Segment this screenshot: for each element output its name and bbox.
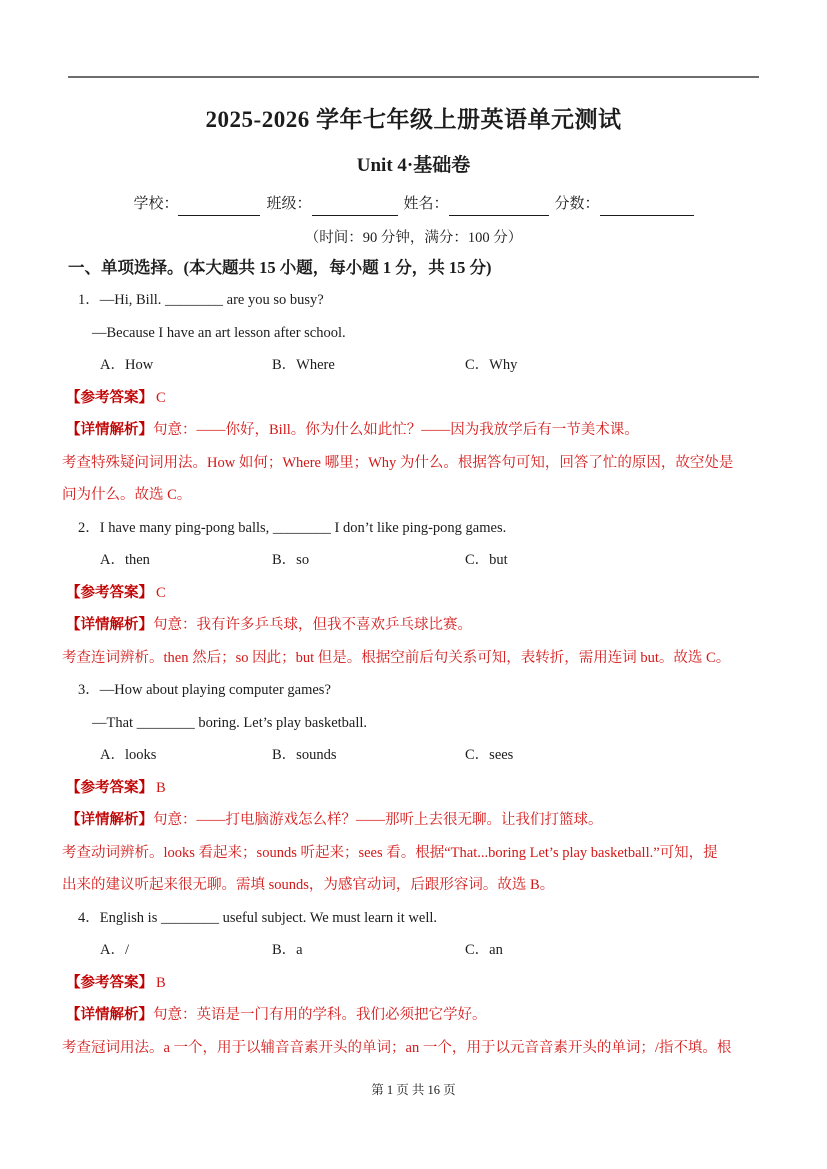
- questions-area: [0, 284, 827, 1064]
- analysis-line: [0, 999, 827, 1032]
- option-b: B．so: [272, 552, 310, 568]
- header-divider: [68, 76, 759, 78]
- option-b: B．sounds: [272, 747, 337, 763]
- options-row: [0, 349, 827, 382]
- analysis-label: 【详情解析】: [66, 617, 153, 633]
- name-blank: [449, 196, 549, 216]
- analysis-continuation: 考查动词辨析。looks 看起来；sounds 听起来；sees 看。根据“That...boring Let’s play basketball.”可知，提: [62, 844, 718, 861]
- page-title: 2025-2026 学年七年级上册英语单元测试: [205, 107, 622, 132]
- analysis-intro: 句意：我有许多乒乓球，但我不喜欢乒乓球比赛。: [153, 617, 472, 633]
- analysis-continuation: 出来的建议听起来很无聊。需填 sounds，为感官动词，后跟形容词。故选 B。: [62, 877, 555, 893]
- analysis-intro: 句意：——打电脑游戏怎么样？——那听上去很无聊。让我们打篮球。: [153, 812, 603, 828]
- reference-answer-line: [0, 967, 827, 1000]
- reference-answer-value: B: [156, 974, 166, 991]
- name-label: 姓名：: [403, 196, 449, 212]
- reference-answer-line: [0, 772, 827, 805]
- section-heading: 一、单项选择。(本大题共 15 小题，每小题 1 分，共 15 分): [68, 258, 492, 277]
- analysis-label: 【详情解析】: [66, 812, 153, 828]
- option-b: B．Where: [272, 357, 335, 373]
- options-row: [0, 544, 827, 577]
- options-row: [0, 739, 827, 772]
- option-c: C．but: [465, 552, 508, 568]
- option-c: C．Why: [465, 357, 518, 373]
- reference-answer-line: [0, 577, 827, 610]
- reference-answer-line: [0, 382, 827, 415]
- analysis-intro: 句意：英语是一门有用的学科。我们必须把它学好。: [153, 1007, 487, 1023]
- school-blank: [178, 196, 260, 216]
- score-label: 分数：: [554, 196, 600, 212]
- option-b: B．a: [272, 942, 303, 958]
- score-blank: [600, 196, 694, 216]
- page-number-footer: 第 1 页 共 16 页: [371, 1083, 456, 1097]
- reference-answer-value: B: [156, 779, 166, 796]
- class-label: 班级：: [266, 196, 312, 212]
- question-stem: 1．—Hi, Bill. ________ are you so busy?: [78, 292, 324, 308]
- student-info-line: [0, 192, 827, 216]
- reference-answer-value: C: [156, 389, 166, 406]
- option-c: C．sees: [465, 747, 514, 763]
- school-label: 学校：: [133, 196, 179, 212]
- question-stem: 2．I have many ping-pong balls, ________ I don’t like ping-pong games.: [78, 519, 507, 536]
- analysis-continuation: 考查特殊疑问词用法。How 如何；Where 哪里；Why 为什么。根据答句可知，回答了忙的原因，故空处是: [62, 454, 734, 471]
- options-row: [0, 934, 827, 967]
- question-block-4: [0, 902, 827, 1065]
- analysis-intro: 句意：——你好，Bill。你为什么如此忙？——因为我放学后有一节美术课。: [153, 422, 639, 438]
- analysis-line: [0, 804, 827, 837]
- question-block-3: [0, 674, 827, 902]
- exam-time-score-info: （时间：90 分钟，满分：100 分）: [304, 230, 523, 246]
- question-response-line: —Because I have an art lesson after school.: [92, 324, 346, 341]
- reference-answer-label: 【参考答案】: [66, 779, 153, 796]
- analysis-continuation: 考查连词辨析。then 然后；so 因此；but 但是。根据空前后句关系可知，表转折，需用连词 but。故选 C。: [62, 649, 731, 666]
- analysis-line: [0, 609, 827, 642]
- reference-answer-label: 【参考答案】: [66, 974, 153, 991]
- question-stem: 3．—How about playing computer games?: [78, 682, 331, 698]
- analysis-continuation: 问为什么。故选 C。: [62, 487, 192, 503]
- option-c: C．an: [465, 942, 503, 958]
- option-a: A．/: [100, 942, 129, 958]
- question-response-line: —That ________ boring. Let’s play basketball.: [92, 714, 368, 731]
- question-block-1: [0, 284, 827, 512]
- reference-answer-label: 【参考答案】: [66, 584, 153, 601]
- class-blank: [312, 196, 398, 216]
- option-a: A．looks: [100, 747, 157, 763]
- option-a: A．then: [100, 552, 150, 568]
- question-block-2: [0, 512, 827, 675]
- reference-answer-label: 【参考答案】: [66, 389, 153, 406]
- reference-answer-value: C: [156, 584, 166, 601]
- option-a: A．How: [100, 357, 154, 373]
- analysis-continuation: 考查冠词用法。a 一个，用于以辅音音素开头的单词；an 一个，用于以元音音素开头的单词；/指不填。根: [62, 1039, 732, 1056]
- analysis-label: 【详情解析】: [66, 1007, 153, 1023]
- exam-subtitle: Unit 4·基础卷: [356, 155, 471, 176]
- analysis-label: 【详情解析】: [66, 422, 153, 438]
- analysis-line: [0, 414, 827, 447]
- question-stem: 4．English is ________ useful subject. We must learn it well.: [78, 909, 438, 926]
